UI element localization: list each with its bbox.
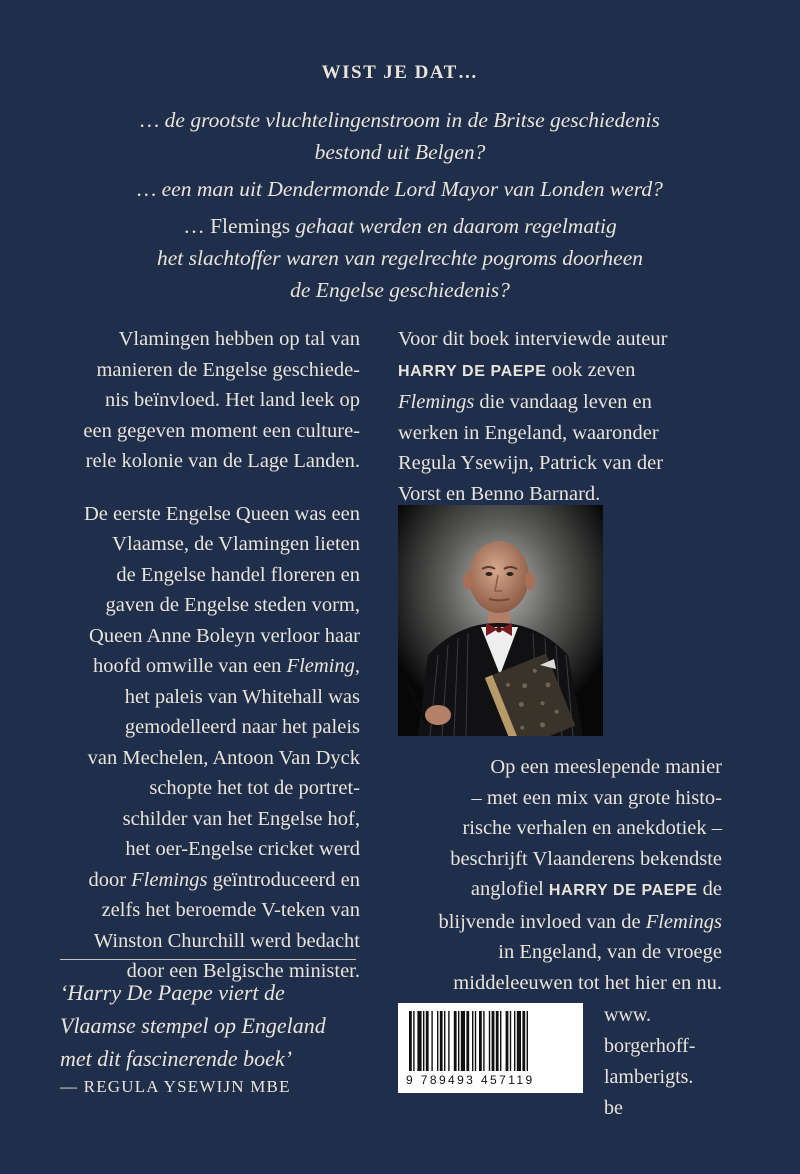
text-line: Op een meeslepende manier	[490, 756, 722, 778]
text-line: – met een mix van grote histo-	[471, 786, 722, 809]
right-column-text	[398, 324, 738, 509]
barcode-bar	[522, 1011, 525, 1071]
text-line: de	[697, 878, 722, 900]
quote-attribution: — REGULA YSEWIJN MBE	[60, 1077, 291, 1096]
text-line: door	[88, 868, 132, 891]
text-line: ook zeven	[546, 358, 636, 381]
left-column-text	[60, 324, 360, 1009]
text-line: door een Belgische minister.	[126, 960, 360, 982]
text-line: Vlaamse, de Vlamingen lieten	[112, 533, 360, 555]
text-line: die vandaag leven en	[474, 391, 652, 413]
emphasis-flemings: Flemings	[398, 391, 475, 413]
barcode-bar	[454, 1011, 457, 1071]
barcode-bars	[409, 1011, 573, 1071]
barcode-bar	[514, 1011, 515, 1071]
text-line: middeleeuwen tot het hier en nu.	[453, 971, 722, 994]
fact-line: … de grootste vluchtelingenstroom in de Britse geschiedenis	[140, 108, 660, 132]
fact-text: gehaat werden en daarom regelmatig	[290, 214, 617, 238]
text-line: van Mechelen, Antoon Van Dyck	[87, 746, 360, 769]
publisher-website[interactable]	[604, 1000, 744, 1124]
barcode-bar	[472, 1011, 473, 1071]
text-line: ,	[354, 655, 360, 677]
text-line: gaven de Engelse steden vorm,	[105, 594, 360, 616]
text-line: Voor dit boek interviewde auteur	[398, 328, 668, 350]
fact-line: de Engelse geschiedenis?	[290, 278, 510, 302]
barcode-bar	[413, 1011, 414, 1071]
text-line: zelfs het beroemde V-teken van	[101, 899, 360, 921]
author-name: HARRY DE PAEPE	[548, 882, 698, 899]
fact-line: het slachtoffer waren van regelrechte pogroms doorheen	[156, 246, 644, 270]
fact-line: … een man uit Dendermonde Lord Mayor van Londen werd?	[137, 177, 663, 201]
barcode-bar	[489, 1011, 490, 1071]
text-line: blijvende invloed van de	[438, 910, 646, 933]
barcode-bar	[527, 1011, 528, 1071]
text-line: de Engelse handel floreren en	[116, 563, 360, 586]
isbn-number: 9 789493 457119	[406, 1073, 535, 1087]
barcode-bar	[492, 1011, 495, 1071]
barcode-bar	[506, 1011, 509, 1071]
fact-line	[0, 210, 800, 242]
website-line: www.	[604, 1004, 652, 1026]
barcode-bar	[458, 1011, 459, 1071]
barcode-bar	[426, 1011, 429, 1071]
author-portrait-image	[398, 505, 603, 736]
barcode-bar	[437, 1011, 438, 1071]
blurb-quote	[60, 976, 370, 1075]
barcode-bar	[483, 1011, 484, 1071]
website-line: borgerhoff-	[604, 1035, 696, 1057]
text-line: gemodelleerd naar het paleis	[124, 716, 360, 738]
fact-lord-mayor	[0, 173, 800, 205]
barcode-bar	[500, 1011, 501, 1071]
barcode-bar	[448, 1011, 449, 1071]
fact-prefix: …	[183, 214, 211, 238]
text-line: werken in Engeland, waaronder	[398, 421, 659, 444]
website-line: be	[604, 1097, 623, 1119]
barcode-bar	[440, 1011, 443, 1071]
author-name: HARRY DE PAEPE	[398, 362, 547, 380]
barcode-bar	[517, 1011, 521, 1071]
emphasis-flemings: Flemings	[645, 910, 722, 933]
text-line: manieren de Engelse geschiede-	[96, 358, 360, 381]
quote-line: ‘Harry De Paepe viert de	[60, 980, 285, 1005]
text-line: in Engeland, van de vroege	[498, 941, 722, 963]
quote-line: met dit fascinerende boek’	[60, 1046, 292, 1071]
paragraph-influences	[60, 499, 360, 987]
emphasis-flemings: Flemings	[131, 868, 208, 891]
text-line: anglofiel	[470, 878, 549, 900]
text-line: Vorst en Benno Barnard.	[398, 482, 601, 505]
text-line: rele kolonie van de Lage Landen.	[85, 450, 360, 472]
fact-refugees	[0, 104, 800, 168]
text-line: hoofd omwille van een	[92, 655, 287, 677]
text-line: geïntroduceerd en	[207, 868, 360, 891]
website-line: lamberigts.	[604, 1066, 694, 1088]
quote-line: Vlaamse stempel op Engeland	[60, 1013, 326, 1038]
text-line: rische verhalen en anekdotiek –	[462, 817, 722, 839]
text-line: beschrijft Vlaanderens bekendste	[450, 847, 722, 870]
text-line: het paleis van Whitehall was	[124, 685, 360, 708]
paragraph-intro	[60, 324, 360, 477]
barcode-bar	[496, 1011, 499, 1071]
text-line: Regula Ysewijn, Patrick van der	[398, 452, 664, 474]
barcode-bar	[510, 1011, 511, 1071]
barcode-bar	[479, 1011, 482, 1071]
barcode-bar	[461, 1011, 465, 1071]
text-line: Vlamingen hebben op tal van	[118, 328, 360, 350]
back-cover-heading: WIST JE DAT…	[321, 62, 479, 83]
quote-divider	[60, 959, 356, 960]
text-line: nis beïnvloed. Het land leek op	[104, 389, 360, 411]
description-text	[398, 752, 722, 998]
fact-line: bestond uit Belgen?	[314, 140, 486, 164]
fact-flemings-word: Flemings	[210, 214, 291, 238]
text-line: Queen Anne Boleyn verloor haar	[89, 624, 360, 647]
barcode-bar	[431, 1011, 432, 1071]
emphasis-fleming: Fleming	[286, 655, 355, 677]
fact-pogroms	[0, 210, 800, 306]
barcode-bar	[466, 1011, 469, 1071]
author-portrait	[398, 505, 603, 736]
text-line: schilder van het Engelse hof,	[122, 807, 360, 830]
isbn-barcode	[398, 1003, 583, 1093]
text-line: Winston Churchill werd bedacht	[93, 929, 360, 952]
text-line: schopte het tot de portret-	[149, 777, 360, 799]
text-line: het oer-Engelse cricket werd	[125, 838, 360, 860]
barcode-bar	[423, 1011, 424, 1071]
barcode-bar	[475, 1011, 476, 1071]
barcode-bar	[444, 1011, 445, 1071]
text-line: De eerste Engelse Queen was een	[83, 502, 360, 525]
barcode-bar	[417, 1011, 421, 1071]
text-line: een gegeven moment een culture-	[83, 419, 360, 442]
barcode-bar	[409, 1011, 412, 1071]
